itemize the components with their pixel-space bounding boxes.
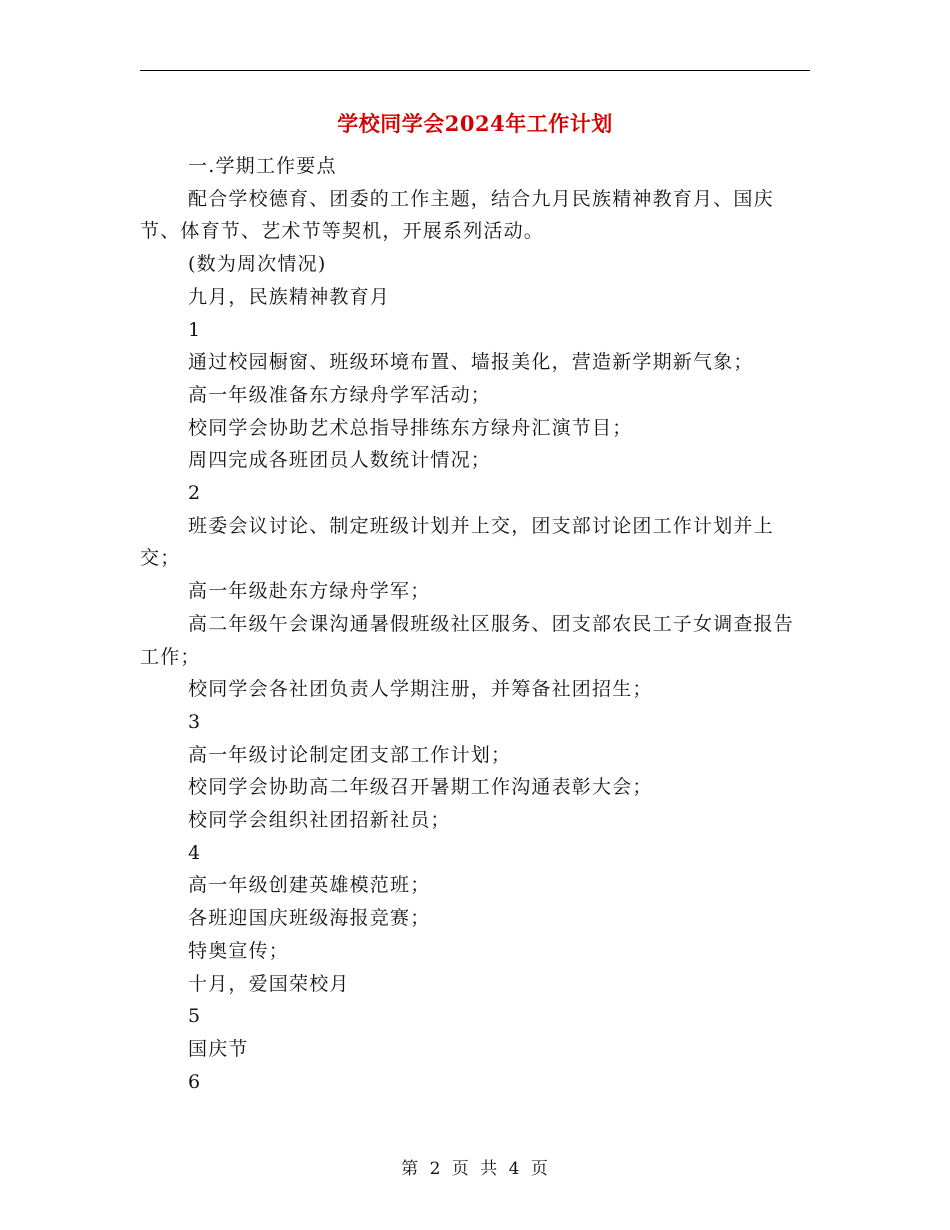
week-number: 6: [188, 1070, 202, 1093]
paragraph: 一.学期工作要点: [188, 155, 337, 177]
paragraph: 九月，民族精神教育月: [188, 285, 391, 308]
week-number: 4: [188, 841, 202, 864]
week-number: 5: [188, 1005, 202, 1028]
paragraph: 高二年级午会课沟通暑假班级社区服务、团支部农民工子女调查报告工作；: [140, 612, 795, 668]
document-body: [140, 150, 810, 1098]
document-title: 学校同学会2024年工作计划: [337, 111, 613, 136]
paragraph: 校同学会组织社团招新社员；: [188, 809, 451, 832]
paragraph: 通过校园橱窗、班级环境布置、墙报美化，营造新学期新气象；: [188, 351, 754, 374]
paragraph: 高一年级准备东方绿舟学军活动；: [188, 383, 492, 406]
paragraph: 周四完成各班团员人数统计情况；: [188, 449, 492, 472]
paragraph: 十月，爱国荣校月: [188, 972, 350, 995]
paragraph: 配合学校德育、团委的工作主题，结合九月民族精神教育月、国庆节、体育节、艺术节等契机，开展系列活动。: [140, 187, 774, 243]
header-rule: [140, 70, 810, 71]
week-number: 3: [188, 710, 202, 733]
paragraph: 国庆节: [188, 1037, 249, 1060]
paragraph: 高一年级赴东方绿舟学军；: [188, 580, 431, 603]
week-number: 2: [188, 482, 202, 505]
paragraph: 校同学会协助艺术总指导排练东方绿舟汇演节目；: [188, 416, 633, 439]
paragraph: 各班迎国庆班级海报竞赛；: [188, 907, 431, 930]
paragraph: 班委会议讨论、制定班级计划并上交，团支部讨论团工作计划并上交；: [140, 514, 774, 570]
page-indicator: 第 2 页 共 4 页: [401, 1159, 549, 1179]
paragraph: 特奥宣传；: [188, 939, 290, 962]
paragraph: 校同学会协助高二年级召开暑期工作沟通表彰大会；: [188, 776, 653, 799]
paragraph: 校同学会各社团负责人学期注册，并筹备社团招生；: [188, 678, 653, 701]
paragraph: (数为周次情况): [188, 253, 327, 276]
paragraph: 高一年级创建英雄模范班；: [188, 874, 431, 897]
week-number: 1: [188, 318, 202, 341]
paragraph: 高一年级讨论制定团支部工作计划；: [188, 743, 512, 766]
